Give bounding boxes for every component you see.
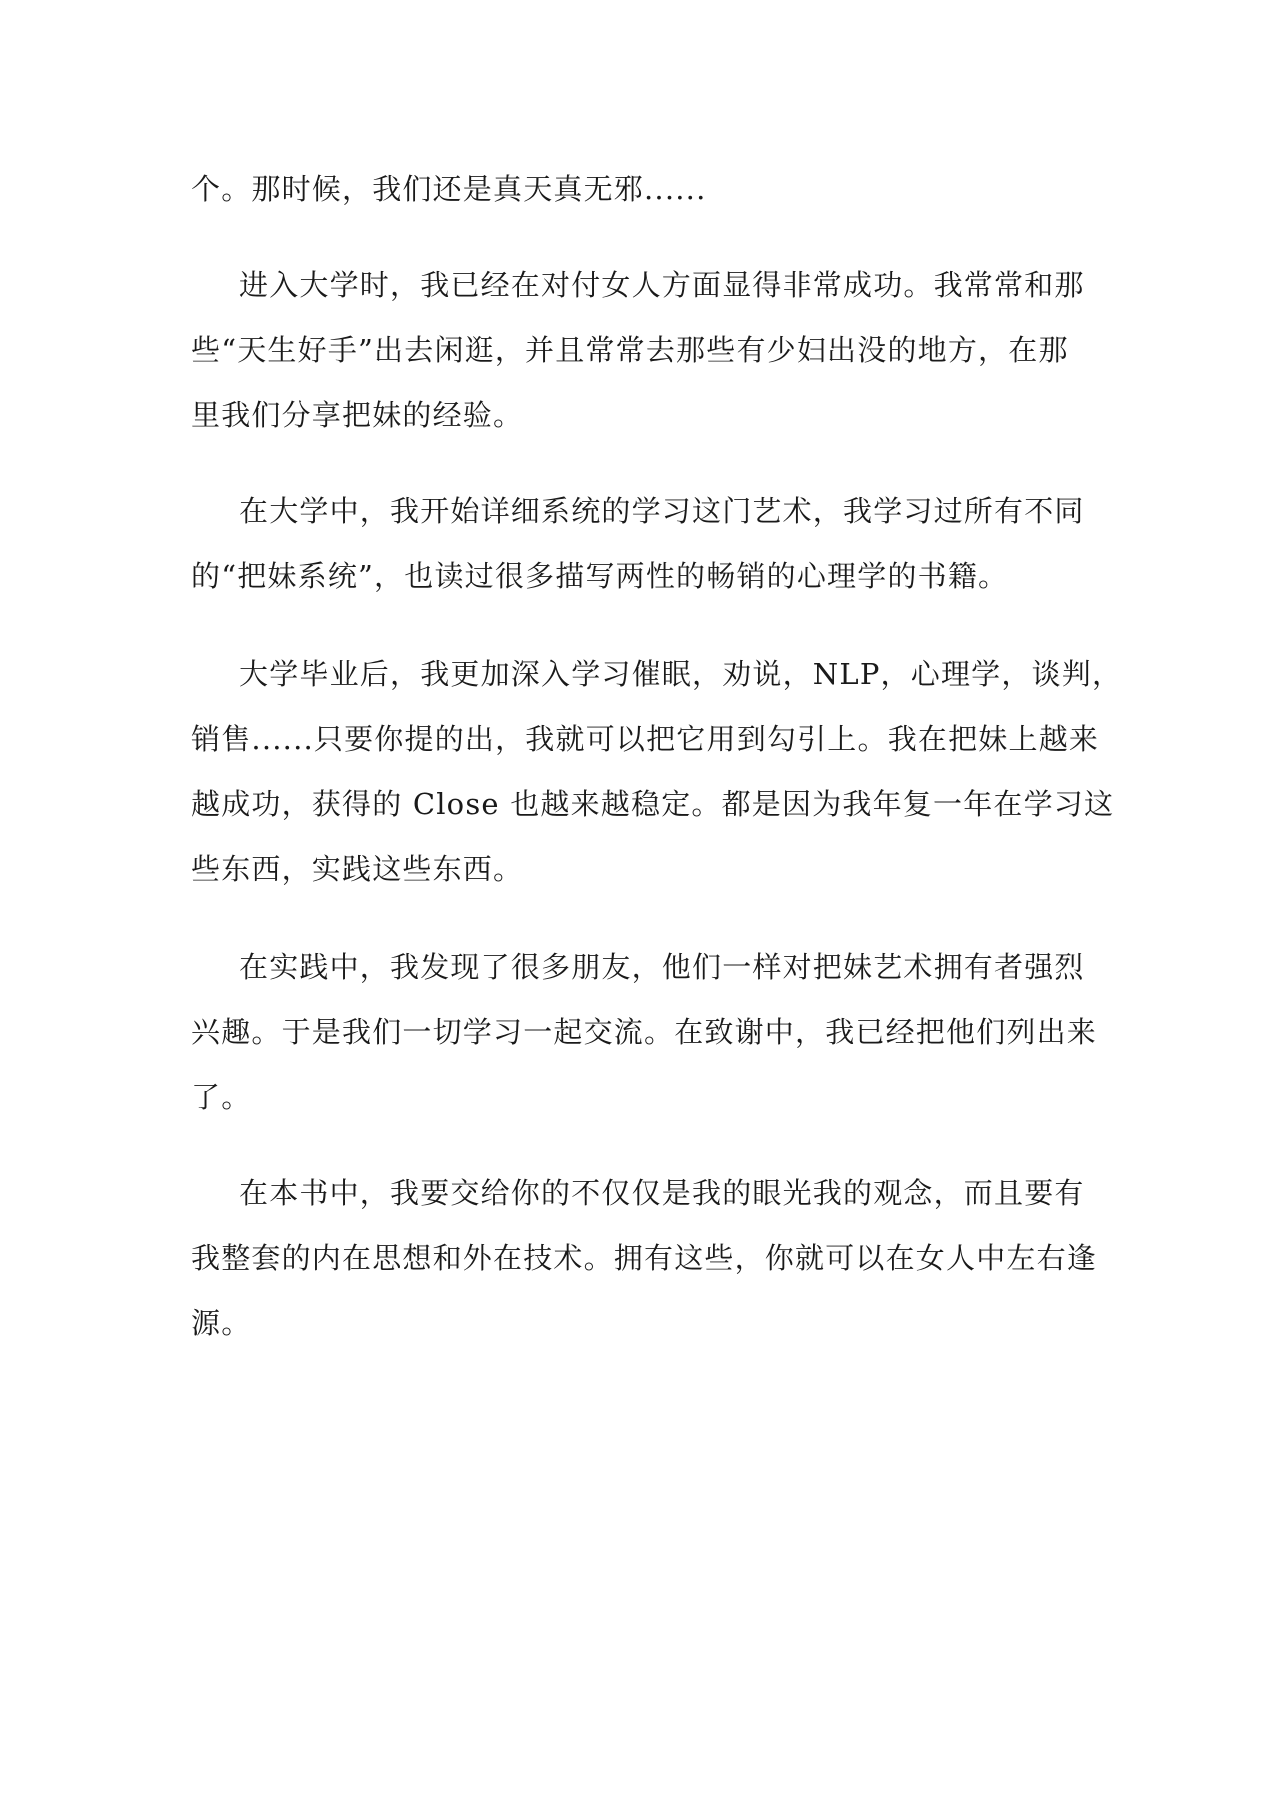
paragraph-6: [191, 1161, 1098, 1356]
text-line: 在实践中，我发现了很多朋友，他们一样对把妹艺术拥有者强烈: [239, 950, 1085, 984]
text-line: 了。: [191, 1080, 252, 1114]
text-line: 兴趣。于是我们一切学习一起交流。在致谢中，我已经把他们列出来: [191, 1015, 1098, 1049]
text-line: 个。那时候，我们还是真天真无邪......: [191, 172, 707, 206]
text-line: 里我们分享把妹的经验。: [191, 398, 524, 432]
text-line: 进入大学时，我已经在对付女人方面显得非常成功。我常常和那: [239, 268, 1085, 302]
paragraph-3: [191, 479, 1091, 609]
text-line: 在大学中，我开始详细系统的学习这门艺术，我学习过所有不同: [239, 494, 1085, 528]
paragraph-5: [191, 935, 1098, 1130]
text-line: 越成功，获得的 Close 也越来越稳定。都是因为我年复一年在学习这: [191, 787, 1115, 821]
text-line: 销售......只要你提的出，我就可以把它用到勾引上。我在把妹上越来: [191, 722, 1100, 756]
paragraph-2: [191, 253, 1091, 448]
text-line: 在本书中，我要交给你的不仅仅是我的眼光我的观念，而且要有: [239, 1176, 1085, 1210]
text-line: 我整套的内在思想和外在技术。拥有这些，你就可以在女人中左右逢: [191, 1241, 1098, 1275]
text-line: 的“把妹系统”，也读过很多描写两性的畅销的心理学的书籍。: [191, 559, 1009, 593]
text-line: 些“天生好手”出去闲逛，并且常常去那些有少妇出没的地方，在那: [191, 333, 1069, 367]
text-line: 源。: [191, 1306, 252, 1340]
paragraph-4: [191, 642, 1123, 902]
text-line: 些东西，实践这些东西。: [191, 852, 524, 886]
text-line: 大学毕业后，我更加深入学习催眠，劝说，NLP，心理学，谈判，: [239, 657, 1123, 691]
paragraph-1: [191, 157, 1091, 222]
